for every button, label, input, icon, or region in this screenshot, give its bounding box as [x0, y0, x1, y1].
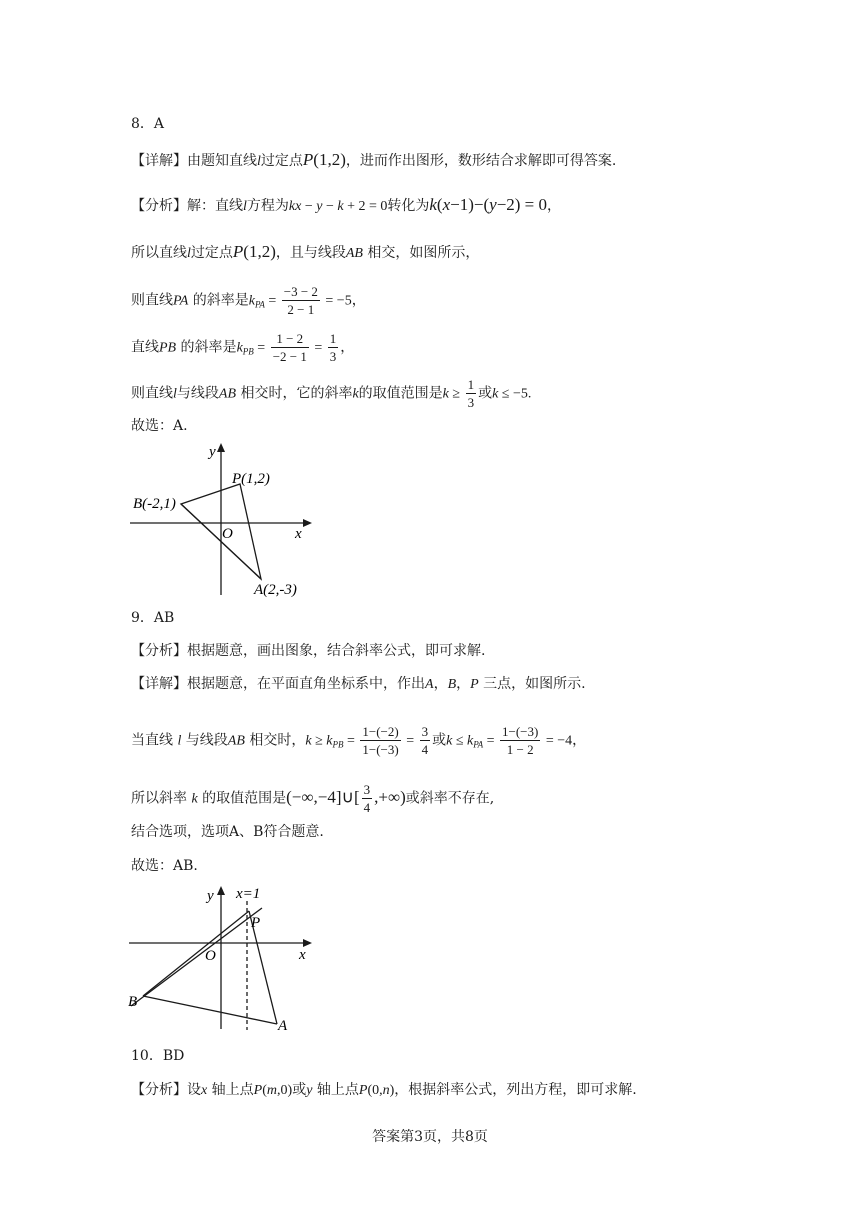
q9-segment-bp	[143, 911, 249, 996]
q8-analysis: 【分析】解：直线l方程为kx − y − k + 2 = 0转化为k(x−1)−(y−2) = 0，	[131, 195, 562, 214]
q9-label-b: B	[128, 994, 138, 1010]
q8-detail: 【详解】由题知直线l过定点P(1,2)，进而作出图形，数形结合求解即可得答案.	[131, 150, 617, 169]
q9-label-p: P	[251, 915, 261, 931]
q8-x-arrow	[303, 519, 312, 527]
q10-analysis: 【分析】设x 轴上点P(m,0)或y 轴上点P(0,n)，根据斜率公式，列出方程，即可求解.	[131, 1082, 637, 1098]
q9-line5: 结合选项，选项A、B符合题意.	[131, 824, 324, 840]
q9-line3: 当直线 l 与线段AB 相交时，$k \ge k_{PB}$ = $\frac{1-(-2)}{1-(-3)}$ = $\frac{3}{4}$ 或$k \le k_{PA}$ = $\frac{1-(-3)}{1 - 2}$ = −4，	[131, 724, 587, 757]
q9-answer: 故选：AB.	[131, 858, 198, 874]
q8-label-o: O	[222, 526, 233, 542]
q9-segment-ba	[143, 996, 277, 1024]
q9-detail: 【详解】根据题意，在平面直角坐标系中，作出A，B，P 三点，如图所示.	[131, 676, 586, 692]
q9-label-a: A	[278, 1018, 288, 1034]
q8-label-x: x	[295, 526, 302, 542]
q9-label-y: y	[207, 888, 214, 904]
q8-label-p: P(1,2)	[232, 471, 270, 487]
q8-label-y: y	[209, 444, 216, 460]
q9-analysis: 【分析】根据题意，画出图象，结合斜率公式，即可求解.	[131, 643, 486, 659]
q9-label-o: O	[205, 948, 216, 964]
q9-label-x: x	[299, 947, 306, 963]
q8-answer: 故选：A.	[131, 418, 188, 434]
q9-y-arrow	[217, 886, 225, 895]
q8-line6: 则直线l与线段AB 相交时，它的斜率k的取值范围是k ≥ $\frac{1}{3}$ 或k ≤ −5.	[131, 377, 532, 410]
q9-line4: 所以斜率 k 的取值范围是(−∞,−4]∪[ $\frac{3}{4}$ ,+∞)或斜率不存在,	[131, 782, 495, 815]
q8-line4: 则直线PA 的斜率是$k_{PA}$ = $\frac{-3 - 2}{2 - 1}$ = −5，	[131, 284, 366, 317]
q9-heading: 9．AB	[131, 610, 175, 626]
q8-heading: 8．A	[131, 116, 165, 132]
q9-x-arrow	[303, 939, 312, 947]
page-footer: 答案第3页，共8页	[372, 1129, 488, 1145]
q9-line-l	[131, 908, 262, 1006]
q8-label-b: B(-2,1)	[133, 496, 176, 512]
q10-heading: 10．BD	[131, 1048, 185, 1064]
q8-line5: 直线PB 的斜率是$k_{PB}$ = $\frac{1 - 2}{-2 - 1}$ = $\frac{1}{3}$ ，	[131, 331, 355, 364]
q8-label-a: A(2,-3)	[254, 582, 297, 598]
q8-y-arrow	[217, 443, 225, 452]
q9-figure	[125, 882, 325, 1042]
q8-figure	[125, 442, 325, 602]
q8-line3: 所以直线l过定点P(1,2)，且与线段AB 相交，如图所示，	[131, 242, 480, 261]
q9-label-x1: x=1	[236, 886, 261, 902]
